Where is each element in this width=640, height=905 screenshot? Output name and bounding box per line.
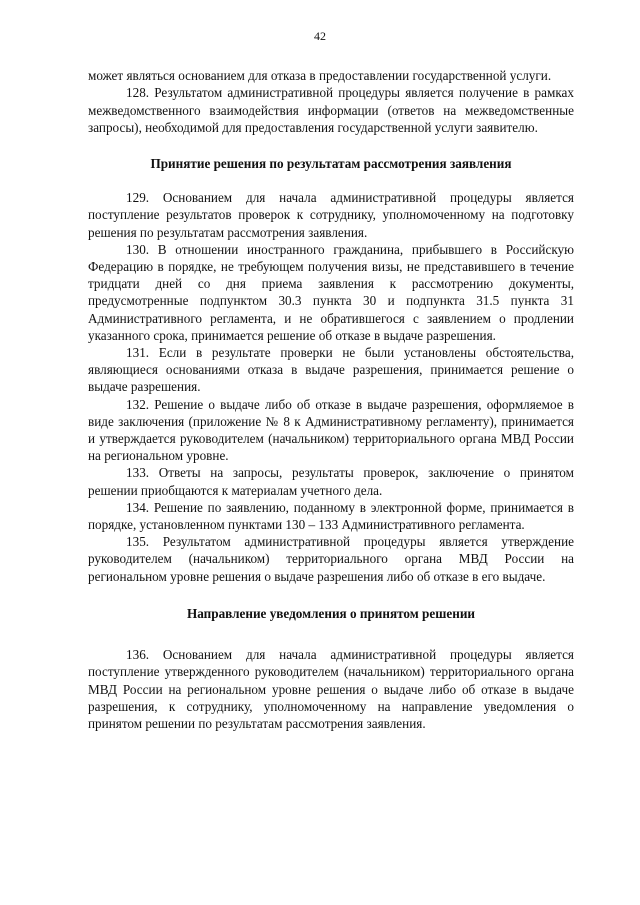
section-heading-notification: Направление уведомления о принятом решении	[186, 605, 476, 621]
paragraph-134: 134. Решение по заявлению, поданному в электронной форме, принимается в порядке, установленном пунктами 130 – 133 Административного регламента.	[88, 499, 574, 533]
paragraph-129: 129. Основанием для начала административной процедуры является поступление результатов проверок к сотруднику, уполномоченному на подготовку решения по результатам рассмотрения заявления.	[88, 190, 574, 240]
paragraph-130: 130. В отношении иностранного гражданина, прибывшего в Российскую Федерацию в порядке, не требующем получения визы, не представившего в течение тридцати дней со дня приема заявления к рассмотрению документы, предусмотренные подпунктом 30.3 пункта 30 и подпункта 31.5 пункта 31 Административного регламента, и не обратившегося с заявлением о продлении указанного срока, принимается решение об отказе в выдаче разрешения.	[88, 241, 574, 343]
paragraph-131: 131. Если в результате проверки не были установлены обстоятельства, являющиеся основаниями отказа в выдаче разрешения, принимается решение о выдаче разрешения.	[88, 345, 574, 395]
paragraph-128: 128. Результатом административной процедуры является получение в рамках межведомственного взаимодействия информации (ответов на межведомственные запросы), необходимой для предоставления государственной услуги заявителю.	[88, 85, 574, 135]
paragraph-133: 133. Ответы на запросы, результаты проверок, заключение о принятом решении приобщаются к материалам учетного дела.	[88, 465, 574, 498]
paragraph-continuation: может являться основанием для отказа в предоставлении государственной услуги.	[88, 68, 552, 84]
paragraph-136: 136. Основанием для начала административной процедуры является поступление утвержденного руководителем (начальником) территориального органа МВД России на региональном уровне решения о выдаче либо об отказе в выдаче разрешения, к сотруднику, уполномоченному на направление уведомления о принятом решении по результатам рассмотрения заявления.	[88, 647, 574, 731]
paragraph-135: 135. Результатом административной процедуры является утверждение руководителем (начальником) территориального органа МВД России на региональном уровне решения о выдаче разрешения либо об отказе в его выдаче.	[88, 534, 574, 584]
section-heading-decision: Принятие решения по результатам рассмотрения заявления	[150, 156, 512, 172]
paragraph-132: 132. Решение о выдаче либо об отказе в выдаче разрешения, оформляемое в виде заключения (приложение № 8 к Административному регламенту), принимается и утверждается руководителем (начальником) территориального органа МВД России на региональном уровне.	[88, 396, 574, 464]
page-number: 42	[314, 29, 326, 43]
